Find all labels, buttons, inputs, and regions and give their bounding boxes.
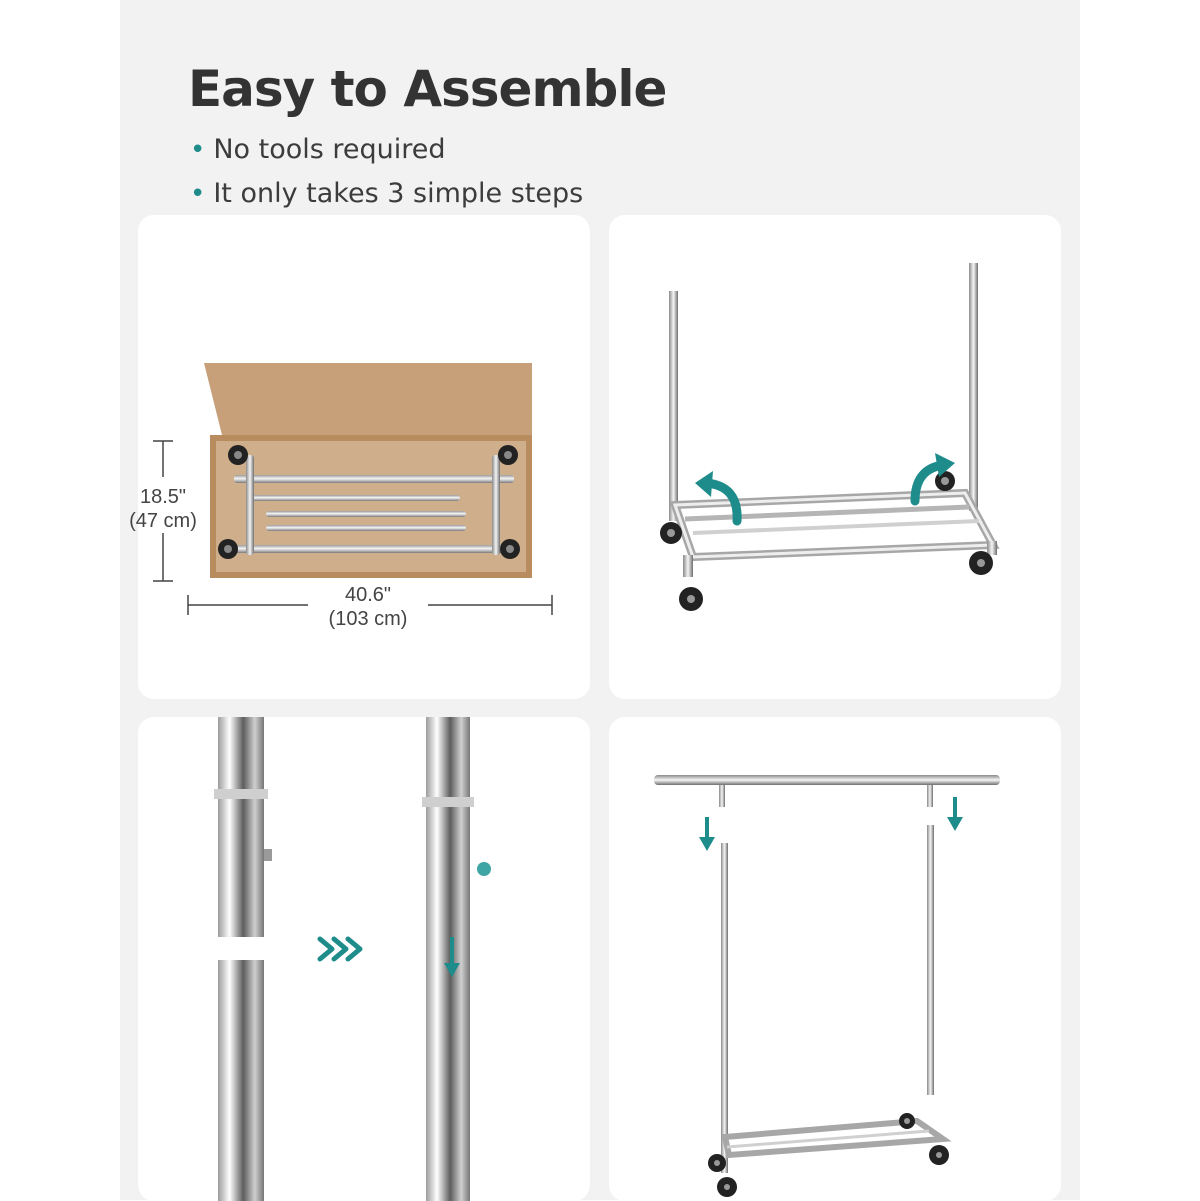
- pole-upper-section: [218, 717, 264, 937]
- bullet-dot-icon: •: [190, 179, 206, 209]
- rack-illustration: [609, 717, 1061, 1201]
- right-upright: [969, 263, 978, 511]
- left-upright: [669, 291, 678, 521]
- pole-lower-section: [218, 960, 264, 1201]
- triple-chevron-icon: [320, 939, 360, 959]
- right-upright: [927, 825, 934, 1095]
- unfold-illustration: [609, 215, 1061, 699]
- height-inches: 18.5": [139, 486, 187, 508]
- pole-illustration: [138, 717, 590, 1201]
- feature-text: No tools required: [213, 134, 446, 165]
- feature-text: It only takes 3 simple steps: [213, 178, 584, 209]
- panel-extend-pole: [138, 717, 590, 1201]
- left-upright: [721, 843, 728, 1173]
- panel-package-dimensions: [129, 215, 590, 699]
- panel-unfold-frame: [609, 215, 1061, 699]
- fold-arrow-icon: [695, 471, 737, 521]
- width-inches: 40.6": [344, 584, 392, 606]
- width-cm: (103 cm): [328, 608, 408, 630]
- down-arrow-icon: [699, 817, 715, 851]
- height-dimension-label: [128, 485, 198, 533]
- height-cm: (47 cm): [129, 510, 197, 532]
- feature-list: [190, 128, 583, 216]
- page-title: Easy to Assemble: [188, 60, 667, 118]
- pole-joined: [426, 717, 470, 1201]
- down-arrow-icon: [947, 797, 963, 831]
- box-lid: [204, 363, 532, 443]
- panel-attach-top-rail: [609, 717, 1061, 1201]
- bullet-dot-icon: •: [190, 135, 206, 165]
- feature-item-three-steps: [190, 172, 583, 216]
- top-rail: [654, 775, 1000, 785]
- feature-item-no-tools: [190, 128, 583, 172]
- width-dimension-label: [308, 583, 428, 631]
